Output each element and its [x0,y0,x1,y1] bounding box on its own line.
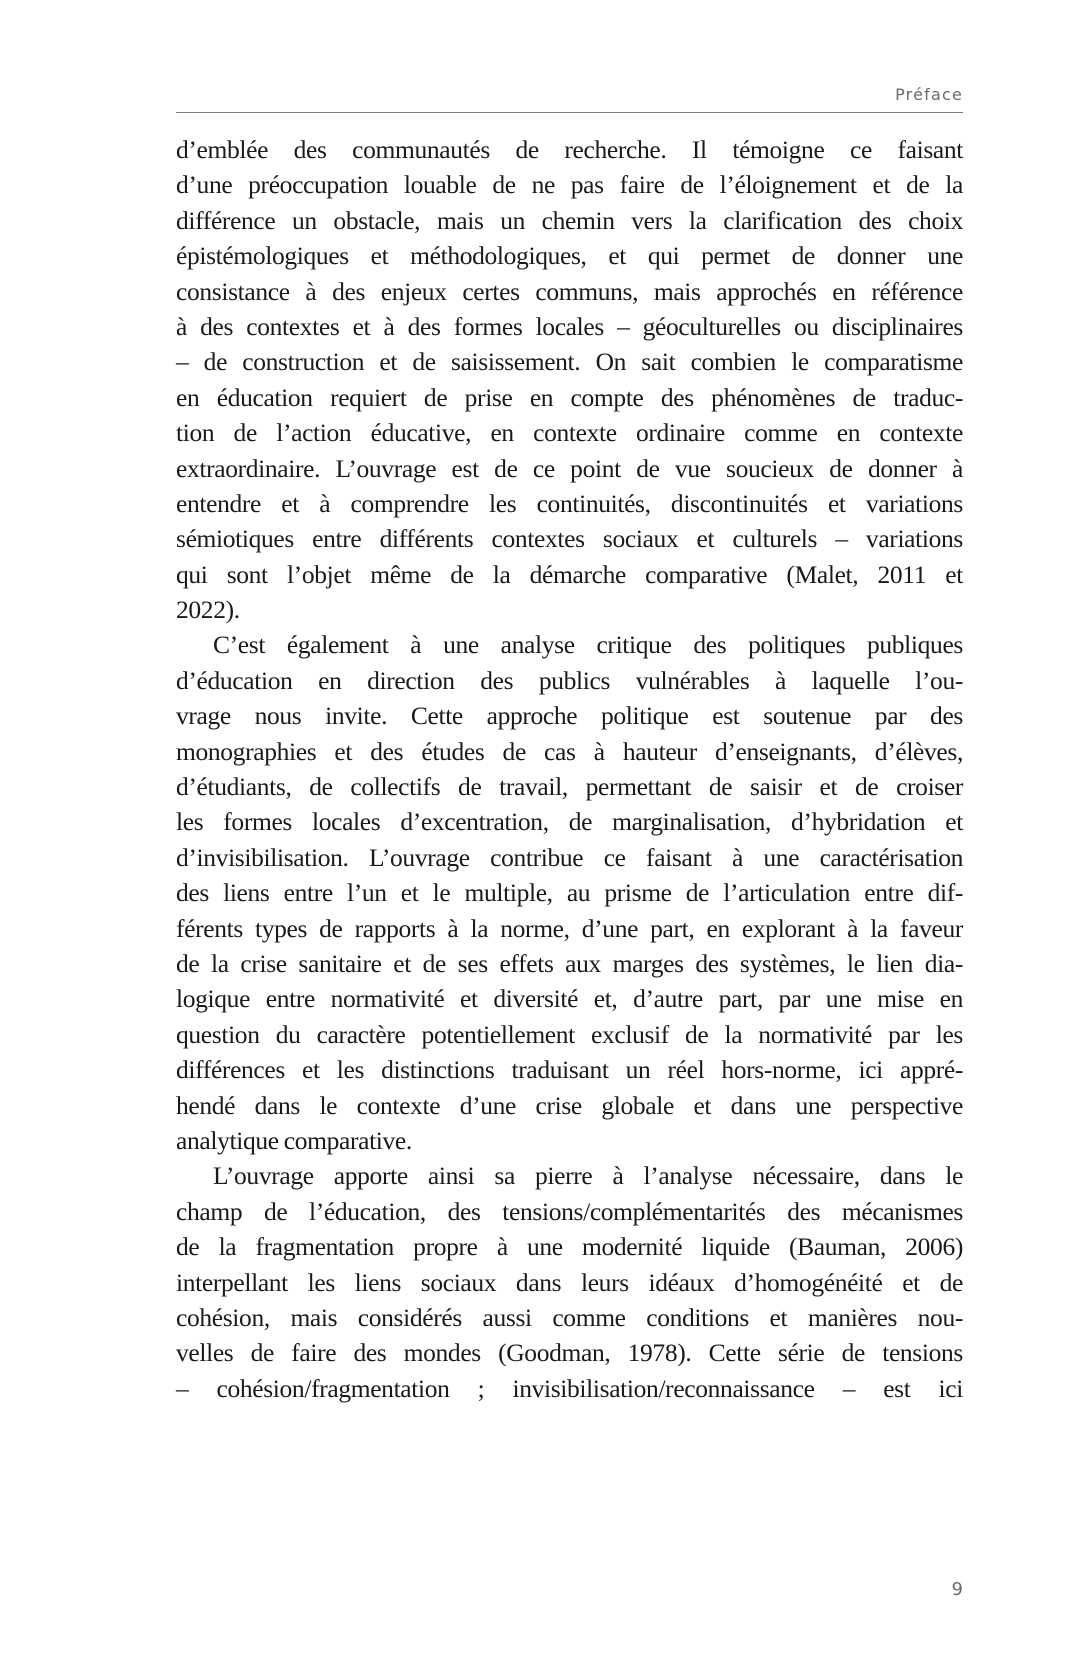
text-line: vrage nous invite. Cette approche politique est soutenue par des [176,701,963,731]
text-line: en éducation requiert de prise en compte des phénomènes de traduc- [176,382,963,412]
text-line: interpellant les liens sociaux dans leurs idéaux d’homogénéité et de [176,1267,963,1297]
text-line: sémiotiques entre différents contextes sociaux et culturels – variations [176,524,963,554]
text-line: velles de faire des mondes (Goodman, 1978). Cette série de tensions [176,1338,963,1368]
text-line: des liens entre l’un et le multiple, au prisme de l’articulation entre dif- [176,878,963,908]
text-line: analytique comparative. [176,1125,412,1155]
text-line: différences et les distinctions traduisant un réel hors-norme, ici appré- [176,1055,963,1085]
text-line: – cohésion/fragmentation ; invisibilisation/reconnaissance – est ici [176,1373,963,1403]
text-line: extraordinaire. L’ouvrage est de ce point de vue soucieux de donner à [176,453,963,483]
text-line: de la fragmentation propre à une modernité liquide (Bauman, 2006) [176,1232,963,1262]
page-number: 9 [951,1579,963,1600]
text-line: épistémologiques et méthodologiques, et qui permet de donner une [176,241,963,271]
text-line: champ de l’éducation, des tensions/complémentarités des mécanismes [176,1196,963,1226]
text-line: monographies et des études de cas à hauteur d’enseignants, d’élèves, [176,736,963,766]
running-head-title: Préface [895,85,963,104]
text-line: 2022). [176,595,240,625]
text-line: d’emblée des communautés de recherche. Il témoigne ce faisant [176,135,963,164]
text-line: férents types de rapports à la norme, d’une part, en explorant à la faveur [176,913,963,943]
running-head [176,84,963,113]
text-line: d’une préoccupation louable de ne pas faire de l’éloignement et de la [176,170,963,200]
text-line: les formes locales d’excentration, de marginalisation, d’hybridation et [176,807,963,837]
text-line: d’étudiants, de collectifs de travail, permettant de saisir et de croiser [176,772,963,802]
text-line: logique entre normativité et diversité et, d’autre part, par une mise en [176,984,963,1014]
text-line: d’invisibilisation. L’ouvrage contribue ce faisant à une caractérisation [176,842,963,872]
text-line: différence un obstacle, mais un chemin vers la clarification des choix [176,205,963,235]
text-line: d’éducation en direction des publics vulnérables à laquelle l’ou- [176,665,963,695]
text-line: – de construction et de saisissement. On sait combien le comparatisme [176,347,963,377]
paragraph [176,627,963,1158]
text-line: à des contextes et à des formes locales – géoculturelles ou disciplinaires [176,311,963,341]
text-line: cohésion, mais considérés aussi comme conditions et manières nou- [176,1302,963,1332]
text-line: question du caractère potentiellement exclusif de la normativité par les [176,1019,963,1049]
text-line: L’ouvrage apporte ainsi sa pierre à l’analyse nécessaire, dans le [213,1161,963,1191]
paragraph [176,132,963,627]
text-line: consistance à des enjeux certes communs, mais approchés en référence [176,276,963,306]
text-line: qui sont l’objet même de la démarche comparative (Malet, 2011 et [176,559,963,589]
paragraph [176,1158,963,1406]
text-line: de la crise sanitaire et de ses effets aux marges des systèmes, le lien dia- [176,948,963,978]
text-line: C’est également à une analyse critique des politiques publiques [213,630,963,660]
text-line: tion de l’action éducative, en contexte ordinaire comme en contexte [176,418,963,448]
text-line: entendre et à comprendre les continuités, discontinuités et variations [176,488,963,518]
body-text [176,132,963,1406]
text-line: hendé dans le contexte d’une crise globale et dans une perspective [176,1090,963,1120]
